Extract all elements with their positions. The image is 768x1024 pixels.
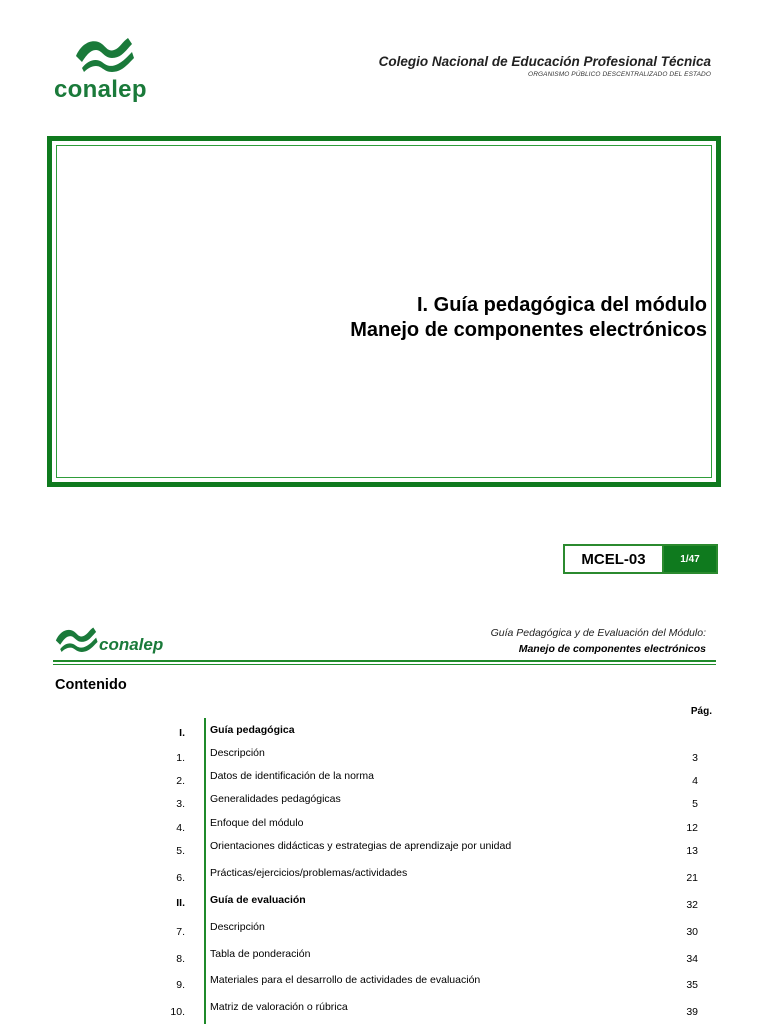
- toc-row: [0, 724, 768, 740]
- cover-title: [350, 293, 707, 343]
- cover-title-line2: Manejo de componentes electrónicos: [350, 319, 707, 341]
- toc-row-page: 35: [686, 979, 698, 991]
- toc-row-number: II.: [176, 897, 185, 909]
- toc-row-page: 34: [686, 953, 698, 965]
- cover-frame: [47, 136, 721, 487]
- guide-header-line1: Guía Pedagógica y de Evaluación del Módulo:: [490, 627, 706, 639]
- toc-row: [0, 840, 768, 856]
- page-indicator: 1/47: [664, 546, 716, 572]
- toc-row-number: 9.: [176, 979, 185, 991]
- toc-row-label: Prácticas/ejercicios/problemas/actividades: [210, 867, 408, 879]
- toc-row-page: 12: [686, 822, 698, 834]
- toc-row-label: Descripción: [210, 747, 265, 759]
- conalep-logo-small: [53, 624, 183, 658]
- toc-row: [0, 921, 768, 937]
- toc-row-number: 5.: [176, 845, 185, 857]
- toc-row-label: Descripción: [210, 921, 265, 933]
- toc-row-page: 32: [686, 899, 698, 911]
- toc-row-number: 10.: [170, 1006, 185, 1018]
- header-divider-thin: [53, 664, 716, 665]
- toc-row-number: 3.: [176, 798, 185, 810]
- toc-row: [0, 894, 768, 910]
- toc-row: [0, 1001, 768, 1017]
- toc-row-page: 13: [686, 845, 698, 857]
- guide-header: [491, 625, 706, 657]
- toc-row-label: Guía pedagógica: [210, 724, 295, 736]
- conalep-emblem-icon: [72, 34, 136, 74]
- module-code: MCEL-03: [565, 546, 664, 572]
- toc-row-page: 30: [686, 926, 698, 938]
- cover-title-line1: I. Guía pedagógica del módulo: [416, 294, 707, 316]
- toc-row-number: 6.: [176, 872, 185, 884]
- logo-wordmark: conalep: [99, 635, 164, 654]
- toc-row-number: 1.: [176, 752, 185, 764]
- toc-row-label: Generalidades pedagógicas: [210, 793, 341, 805]
- logo-wordmark: conalep: [54, 76, 147, 103]
- module-code-box: [563, 544, 718, 574]
- toc-row-page: 5: [692, 798, 698, 810]
- header-divider: [53, 660, 716, 662]
- toc-row: [0, 770, 768, 786]
- conalep-emblem-icon: [53, 624, 99, 654]
- toc-row: [0, 747, 768, 763]
- toc-heading: Contenido: [55, 677, 127, 693]
- toc-row: [0, 793, 768, 809]
- toc-row: [0, 867, 768, 883]
- toc-row-label: Orientaciones didácticas y estrategias de aprendizaje por unidad: [210, 840, 512, 852]
- toc-row-page: 39: [686, 1006, 698, 1018]
- toc-row-number: 2.: [176, 775, 185, 787]
- cover-inner-frame: [56, 145, 712, 478]
- toc-row-number: 7.: [176, 926, 185, 938]
- institution-subtitle: ORGANISMO PÚBLICO DESCENTRALIZADO DEL ESTADO: [528, 71, 711, 78]
- toc-row-label: Matriz de valoración o rúbrica: [210, 1001, 348, 1013]
- toc-row-label: Datos de identificación de la norma: [210, 770, 375, 782]
- toc-row: [0, 817, 768, 833]
- toc-row-number: I.: [179, 727, 185, 739]
- toc-row: [0, 948, 768, 964]
- toc-page-column-label: Pág.: [690, 706, 712, 717]
- conalep-logo: [52, 34, 162, 104]
- toc-row-page: 3: [692, 752, 698, 764]
- toc-row-number: 4.: [176, 822, 185, 834]
- toc-row-number: 8.: [176, 953, 185, 965]
- institution-name: Colegio Nacional de Educación Profesional Técnica: [378, 54, 711, 69]
- toc-row: [0, 974, 768, 990]
- toc-row-label: Tabla de ponderación: [210, 948, 311, 960]
- guide-header-line2: Manejo de componentes electrónicos: [518, 643, 706, 655]
- toc-row-label: Enfoque del módulo: [210, 817, 304, 829]
- toc-row-page: 4: [692, 775, 698, 787]
- toc-row-label: Materiales para el desarrollo de actividades de evaluación: [210, 974, 481, 986]
- toc-row-page: 21: [686, 872, 698, 884]
- toc-row-label: Guía de evaluación: [210, 894, 306, 906]
